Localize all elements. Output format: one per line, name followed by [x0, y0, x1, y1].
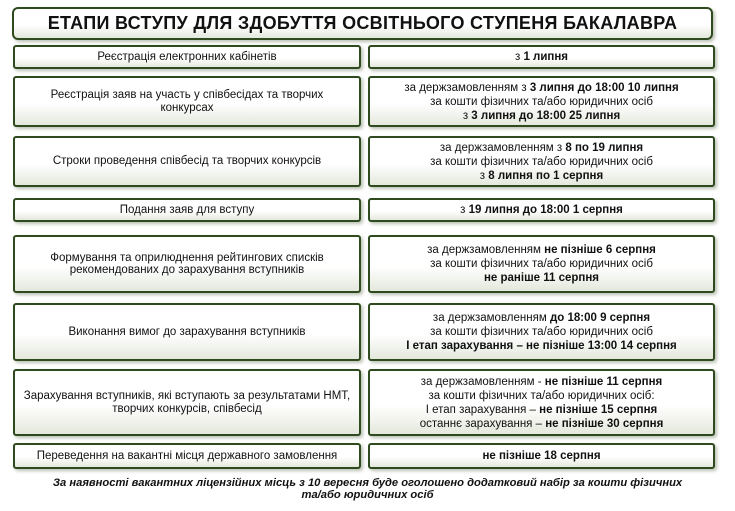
stage-name: Зарахування вступників, які вступають за результатами НМТ, творчих конкурсів, співбесід — [23, 390, 351, 415]
date-emphasis: не пізніше 30 серпня — [545, 417, 664, 430]
stage-name-cell — [13, 303, 361, 361]
date-emphasis: 3 липня до 18:00 10 липня — [529, 81, 679, 94]
date-text: останнє зарахування – — [419, 417, 546, 430]
date-line — [480, 169, 603, 183]
footer-note — [0, 477, 735, 501]
date-line — [463, 109, 620, 123]
date-line — [430, 257, 653, 271]
date-line — [440, 141, 643, 155]
date-line — [427, 243, 656, 257]
date-line — [428, 389, 654, 403]
date-emphasis: І етап зарахування – не пізніше 13:00 14 серпня — [406, 340, 677, 352]
date-emphasis: не пізніше 11 серпня — [544, 375, 663, 388]
stage-name: Переведення на вакантні місця державного замовлення — [36, 449, 338, 462]
date-line — [482, 449, 600, 463]
date-text: за держзамовленням - — [420, 375, 545, 388]
date-emphasis: 19 липня до 18:00 1 серпня — [468, 204, 623, 216]
stage-name-cell — [13, 45, 361, 69]
date-emphasis: 8 по 19 липня — [565, 141, 644, 154]
date-text: І етап зарахування – — [425, 403, 540, 416]
stage-name-cell — [13, 369, 361, 436]
date-emphasis: не пізніше 18 серпня — [482, 450, 601, 462]
date-line — [426, 403, 658, 417]
date-text: з — [479, 169, 489, 182]
stage-name-cell — [13, 443, 361, 469]
footer-line: За наявності вакантних ліцензійних місць з 10 вересня буде оголошено додатковий набір за кошти фізичних — [52, 477, 683, 489]
stage-name: Строки проведення співбесід та творчих конкурсів — [52, 155, 322, 168]
stage-dates-cell — [368, 45, 715, 69]
date-text: за кошти фізичних та/або юридичних осіб: — [428, 389, 655, 402]
date-text: з — [460, 204, 469, 216]
footer-line: та/або юридичних осіб — [301, 489, 434, 501]
stage-name: Виконання вимог до зарахування вступників — [68, 325, 306, 338]
date-text: за кошти фізичних та/або юридичних осіб — [430, 155, 653, 168]
page-title — [12, 7, 713, 40]
date-line — [515, 50, 568, 64]
date-line — [484, 271, 599, 285]
stage-name: Реєстрація заяв на участь у співбесідах та творчих конкурсах — [50, 89, 324, 114]
date-emphasis: не пізніше 6 серпня — [544, 244, 656, 256]
date-text: за кошти фізичних та/або юридичних осіб — [430, 95, 653, 108]
stage-dates-cell — [368, 303, 715, 361]
stage-name: Реєстрація електронних кабінетів — [97, 50, 277, 63]
date-emphasis: до 18:00 9 серпня — [549, 312, 651, 324]
date-line — [404, 81, 678, 95]
date-line — [460, 203, 623, 217]
stage-dates-cell — [368, 136, 715, 187]
date-line — [406, 339, 677, 353]
date-text: за держзамовленням — [427, 244, 545, 256]
date-emphasis: 1 липня — [523, 51, 569, 63]
date-line — [430, 325, 653, 339]
date-line — [430, 155, 653, 169]
stage-name-cell — [13, 136, 361, 187]
date-line — [420, 417, 664, 431]
stage-dates-cell — [368, 369, 715, 436]
stage-dates-cell — [368, 198, 715, 222]
date-line — [430, 95, 653, 109]
date-line — [433, 311, 650, 325]
date-emphasis: не пізніше 15 серпня — [539, 403, 658, 416]
date-text: за держзамовленням з — [439, 141, 566, 154]
stage-name: Подання заяв для вступу — [119, 203, 255, 216]
date-line — [421, 375, 663, 389]
stage-name-cell — [13, 76, 361, 127]
stage-dates-cell — [368, 443, 715, 469]
date-emphasis: 3 липня до 18:00 25 липня — [471, 109, 621, 122]
stage-dates-cell — [368, 235, 715, 293]
date-text: за держзамовленням з — [404, 81, 530, 94]
date-emphasis: не раніше 11 серпня — [483, 272, 600, 284]
date-text: за держзамовленням — [432, 312, 550, 324]
stage-dates-cell — [368, 76, 715, 127]
date-text: з — [462, 109, 472, 122]
stage-name-cell — [13, 198, 361, 222]
date-text: за кошти фізичних та/або юридичних осіб — [430, 326, 653, 338]
date-text: за кошти фізичних та/або юридичних осіб — [430, 258, 653, 270]
stage-name-cell — [13, 235, 361, 293]
stage-name: Формування та оприлюднення рейтингових списків рекомендованих до зарахування вступників — [50, 251, 324, 276]
date-emphasis: 8 липня по 1 серпня — [488, 169, 604, 182]
page-title-text: ЕТАПИ ВСТУПУ ДЛЯ ЗДОБУТТЯ ОСВІТНЬОГО СТУПЕНЯ БАКАЛАВРА — [47, 13, 678, 33]
date-text: з — [514, 51, 524, 63]
